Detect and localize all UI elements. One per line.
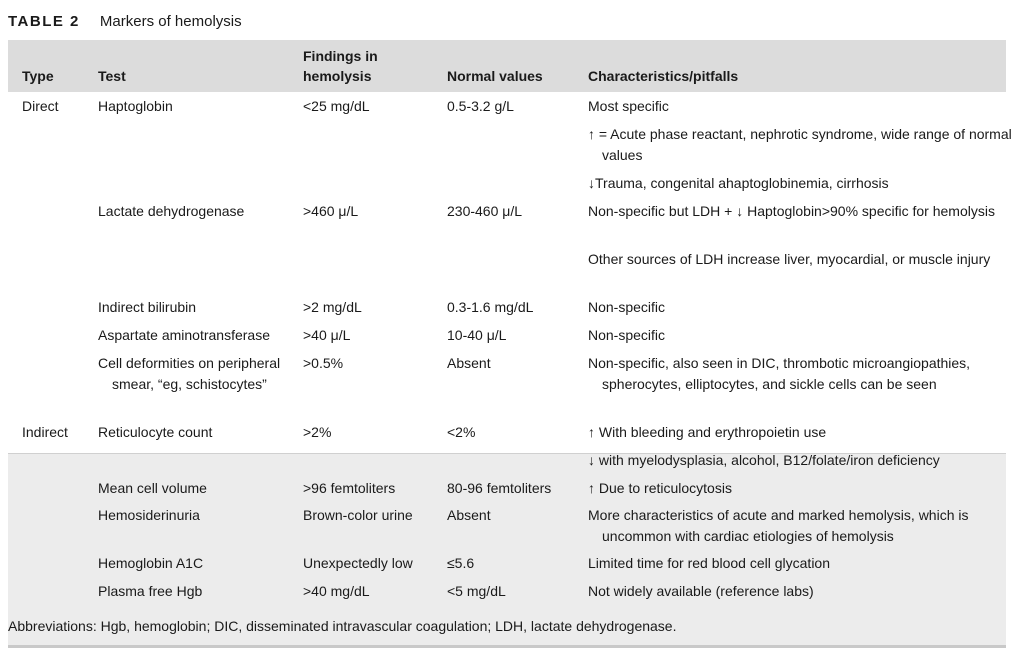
row-mcv-char: ↑ Due to reticulocytosis <box>588 480 732 496</box>
row-bilirubin-char: Non-specific <box>588 299 666 315</box>
row-haptoglobin-test: Haptoglobin <box>98 98 173 114</box>
row-retic-char-2: ↓ with myelodysplasia, alcohol, B12/folate/iron deficiency <box>588 452 940 468</box>
row-haptoglobin-normal: 0.5-3.2 g/L <box>447 98 514 114</box>
row-ldh-char-1: Non-specific but LDH + ↓ Haptoglobin>90% specific for hemolysis <box>588 203 995 219</box>
header-test: Test <box>98 68 126 84</box>
row-bilirubin-test: Indirect bilirubin <box>98 299 197 315</box>
header-findings-line1: Findings in <box>303 48 378 64</box>
row-ast-char: Non-specific <box>588 327 666 343</box>
row-ldh-test: Lactate dehydrogenase <box>98 203 245 219</box>
row-ast-normal: 10-40 μ/L <box>447 327 507 343</box>
header-normal: Normal values <box>447 68 543 84</box>
table-bottom-rule <box>8 645 1006 648</box>
row-ast-test: Aspartate aminotransferase <box>98 327 270 343</box>
row-mcv-normal: 80-96 femtoliters <box>447 480 552 496</box>
table-title: Markers of hemolysis <box>99 12 242 30</box>
row-plasma-test: Plasma free Hgb <box>98 583 203 599</box>
row-a1c-normal: ≤5.6 <box>447 555 475 571</box>
row-retic-char-1: ↑ With bleeding and erythropoietin use <box>588 424 827 440</box>
header-characteristics: Characteristics/pitfalls <box>588 68 739 84</box>
row-bilirubin-normal: 0.3-1.6 mg/dL <box>447 299 534 315</box>
row-smear-char: Non-specific, also seen in DIC, thrombotic microangiopathies, spherocytes, elliptocytes, and sickle cells can be seen <box>588 355 971 392</box>
row-hemosiderinuria-char: More characteristics of acute and marked hemolysis, which is uncommon with cardiac etiologies of hemolysis <box>588 507 969 544</box>
row-smear-findings: >0.5% <box>303 355 344 371</box>
row-retic-test: Reticulocyte count <box>98 424 213 440</box>
row-a1c-char: Limited time for red blood cell glycation <box>588 555 831 571</box>
table-number: TABLE 2 <box>8 12 80 30</box>
row-hemosiderinuria-findings: Brown-color urine <box>303 507 413 523</box>
row-retic-normal: <2% <box>447 424 476 440</box>
row-plasma-findings: >40 mg/dL <box>303 583 370 599</box>
row-haptoglobin-char-2: ↑ = Acute phase reactant, nephrotic syndrome, wide range of normal values <box>588 126 1012 163</box>
row-smear-test: Cell deformities on peripheral smear, “eg, schistocytes” <box>98 355 281 392</box>
row-ldh-char-2: Other sources of LDH increase liver, myocardial, or muscle injury <box>588 251 991 267</box>
row-haptoglobin-char-1: Most specific <box>588 98 669 114</box>
row-hemosiderinuria-test: Hemosiderinuria <box>98 507 200 523</box>
row-smear-normal: Absent <box>447 355 491 371</box>
row-bilirubin-findings: >2 mg/dL <box>303 299 362 315</box>
header-findings-line2: hemolysis <box>303 68 372 84</box>
table-caption <box>8 8 242 34</box>
row-haptoglobin-findings: <25 mg/dL <box>303 98 370 114</box>
table-footnote: Abbreviations: Hgb, hemoglobin; DIC, disseminated intravascular coagulation; LDH, lactate dehydrogenase. <box>8 618 677 634</box>
header-type: Type <box>22 68 54 84</box>
row-ldh-findings: >460 μ/L <box>303 203 359 219</box>
header-findings <box>303 46 378 86</box>
group-label-direct: Direct <box>22 98 59 114</box>
row-plasma-char: Not widely available (reference labs) <box>588 583 814 599</box>
table-header <box>8 40 1006 92</box>
row-haptoglobin-char-3: ↓Trauma, congenital ahaptoglobinemia, cirrhosis <box>588 175 889 191</box>
row-a1c-test: Hemoglobin A1C <box>98 555 204 571</box>
row-a1c-findings: Unexpectedly low <box>303 555 413 571</box>
row-retic-findings: >2% <box>303 424 332 440</box>
row-mcv-findings: >96 femtoliters <box>303 480 396 496</box>
row-ast-findings: >40 μ/L <box>303 327 351 343</box>
row-ldh-normal: 230-460 μ/L <box>447 203 523 219</box>
group-label-indirect: Indirect <box>22 424 68 440</box>
row-plasma-normal: <5 mg/dL <box>447 583 506 599</box>
row-mcv-test: Mean cell volume <box>98 480 207 496</box>
row-hemosiderinuria-normal: Absent <box>447 507 491 523</box>
